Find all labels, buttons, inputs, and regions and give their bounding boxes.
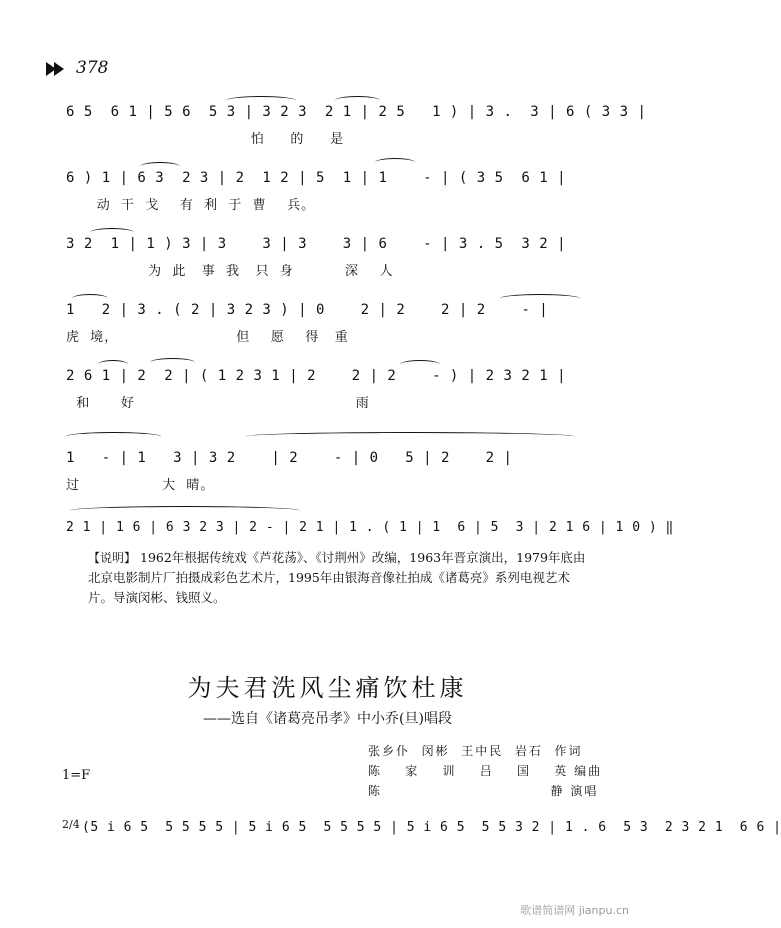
page-number: 378 — [76, 58, 109, 78]
score-row-3-lyrics: 为 此 事 我 只 身 深 人 — [66, 264, 394, 279]
score-row-2-notes: 6 ) 1 | 6 3 2 3 | 2 1 2 | 5 1 | 1 - | ( 3 5 6 1 | — [66, 170, 567, 186]
score-row-1-lyrics: 怕 的 是 — [66, 132, 345, 147]
song-subtitle: ——选自《诸葛亮吊孝》中小乔(旦)唱段 — [203, 711, 452, 727]
score-row-4-lyrics: 虎 境， 但 愿 得 重 — [66, 330, 349, 345]
score-row-4-notes: 1 2 | 3 . ( 2 | 3 2 3 ) | 0 2 | 2 2 | 2 - | — [66, 302, 549, 318]
score-row-3-notes: 3 2 1 | 1 ) 3 | 3 3 | 3 3 | 6 - | 3 . 5 3 2 | — [66, 236, 567, 252]
score-row-6-lyrics: 过 大 晴。 — [66, 478, 215, 493]
key-signature: 1=F — [62, 768, 91, 783]
page-arrow-icon — [44, 60, 70, 78]
explanation-label: 【说明】 — [88, 551, 137, 565]
watermark: 歌谱简谱网 jianpu.cn — [520, 904, 629, 917]
score-row-5-lyrics: 和 好 雨 — [66, 396, 370, 411]
credit-lyrics: 张乡仆 闵彬 王中民 岩石 作词 — [368, 744, 583, 758]
score-row-6-notes: 1 - | 1 3 | 3 2 | 2 - | 0 5 | 2 2 | — [66, 450, 513, 466]
score-row-7-notes: 2 1 | 1 6 | 6 3 2 3 | 2 - | 2 1 | 1 . ( 1 | 1 6 | 5 3 | 2 1 6 | 1 0 ) ‖ — [66, 520, 674, 535]
explanation-note — [88, 548, 588, 608]
score-row-1-notes: 6 5 6 1 | 5 6 5 3 | 3 2 3 2 1 | 2 5 1 ) | 3 . 3 | 6 ( 3 3 | — [66, 104, 647, 120]
credit-singer: 陈 静 演唱 — [368, 784, 599, 798]
explanation-text: 1962年根据传统戏《芦花荡》、《讨荆州》改编，1963年晋京演出，1979年底由北京电影制片厂拍摄成彩色艺术片，1995年由银海音像社拍成《诸葛亮》系列电视艺术片。导演闵彬、钱照义。 — [88, 550, 586, 605]
credit-arrange: 陈 家 训 吕 国 英 编曲 — [368, 764, 603, 778]
score-row-2-lyrics: 动 干 戈 有 利 于 曹 兵。 — [66, 198, 316, 213]
time-signature-2-4: 2/4 — [62, 818, 80, 831]
score-row-5-notes: 2 6 1 | 2 2 | ( 1 2 3 1 | 2 2 | 2 - ) | 2 3 2 1 | — [66, 368, 567, 384]
song-title: 为夫君洗风尘痛饮杜康 — [187, 674, 468, 702]
intro-notes: (5 i 6 5 5 5 5 5 | 5 i 6 5 5 5 5 5 | 5 i 6 5 5 5 3 2 | 1 . 6 5 3 2 3 2 1 6 6 | — [82, 820, 781, 835]
